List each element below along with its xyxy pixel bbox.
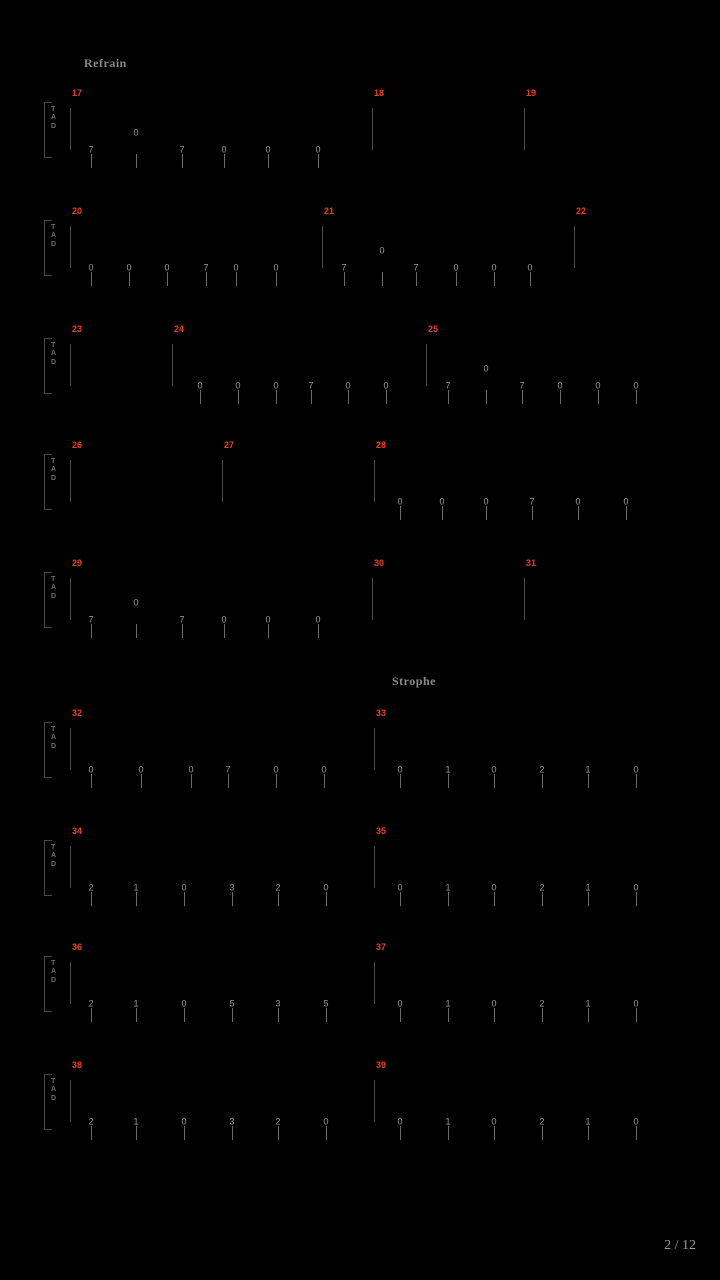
tab-clef-letter: A <box>51 350 57 358</box>
tab-clef-letter: T <box>51 106 56 113</box>
barline <box>70 728 71 770</box>
note-stem <box>400 774 401 788</box>
barline <box>374 728 375 770</box>
note-stem <box>141 774 142 788</box>
note-stem <box>91 892 92 906</box>
barline <box>172 344 173 386</box>
tab-clef <box>51 106 56 131</box>
tab-clef-letter: T <box>51 576 56 583</box>
note-stem <box>232 1008 233 1022</box>
tab-clef-letter: D <box>51 1094 57 1102</box>
barline <box>372 108 373 150</box>
tab-system <box>36 940 682 1010</box>
tab-note: 0 <box>397 882 403 893</box>
tab-note: 2 <box>88 1116 94 1127</box>
tab-note: 0 <box>491 882 497 893</box>
tab-note: 7 <box>529 496 535 507</box>
tab-clef <box>51 1078 56 1103</box>
note-stem <box>268 624 269 638</box>
tab-note: 5 <box>323 998 329 1009</box>
note-stem <box>348 390 349 404</box>
tab-clef-letter: D <box>51 860 57 868</box>
tab-note: 0 <box>126 262 132 273</box>
tab-note: 0 <box>383 380 389 391</box>
tab-system <box>36 204 682 274</box>
note-stem <box>542 774 543 788</box>
note-stem <box>560 390 561 404</box>
note-stem <box>91 624 92 638</box>
measure-number: 35 <box>376 826 387 836</box>
tab-note: 2 <box>539 882 545 893</box>
tab-clef-letter: D <box>51 358 57 366</box>
tab-note: 0 <box>633 998 639 1009</box>
tab-note: 0 <box>483 496 489 507</box>
barline <box>70 226 71 268</box>
tab-note: 0 <box>323 1116 329 1127</box>
tab-clef <box>51 224 56 249</box>
note-stem <box>400 892 401 906</box>
tab-note: 0 <box>323 882 329 893</box>
measure-number: 30 <box>374 558 385 568</box>
note-stem <box>136 892 137 906</box>
note-stem <box>636 1126 637 1140</box>
tab-clef-letter: A <box>51 852 57 860</box>
measure-number: 39 <box>376 1060 387 1070</box>
tab-note: 0 <box>379 245 385 256</box>
note-stem <box>238 390 239 404</box>
barline <box>70 578 71 620</box>
note-stem <box>184 1008 185 1022</box>
note-stem <box>276 774 277 788</box>
tab-note: 2 <box>539 998 545 1009</box>
barline <box>70 460 71 502</box>
measure-number: 24 <box>174 324 185 334</box>
tab-note: 0 <box>88 764 94 775</box>
note-stem <box>542 1008 543 1022</box>
note-stem <box>542 892 543 906</box>
tab-note: 0 <box>273 764 279 775</box>
note-stem <box>91 774 92 788</box>
tab-clef-letter: D <box>51 976 57 984</box>
note-stem <box>578 506 579 520</box>
tab-note: 0 <box>397 998 403 1009</box>
tab-note: 0 <box>133 127 139 138</box>
measure-number: 20 <box>72 206 83 216</box>
barline <box>374 962 375 1004</box>
note-stem <box>206 272 207 286</box>
measure-number: 26 <box>72 440 83 450</box>
tab-note: 0 <box>397 764 403 775</box>
measure-number: 31 <box>526 558 537 568</box>
note-stem <box>136 1126 137 1140</box>
note-stem <box>91 272 92 286</box>
tab-note: 2 <box>88 882 94 893</box>
tab-note: 7 <box>203 262 209 273</box>
tab-clef <box>51 458 56 483</box>
note-stem <box>136 1008 137 1022</box>
tab-note: 2 <box>539 1116 545 1127</box>
tab-note: 0 <box>491 998 497 1009</box>
tab-note: 0 <box>633 1116 639 1127</box>
barline <box>574 226 575 268</box>
note-stem <box>416 272 417 286</box>
note-stem <box>588 1126 589 1140</box>
measure-number: 33 <box>376 708 387 718</box>
note-stem <box>184 892 185 906</box>
note-stem <box>448 1126 449 1140</box>
barline <box>322 226 323 268</box>
measure-number: 17 <box>72 88 83 98</box>
tab-clef-letter: A <box>51 1086 57 1094</box>
note-stem <box>626 506 627 520</box>
tab-note: 0 <box>321 764 327 775</box>
note-stem <box>542 1126 543 1140</box>
tab-note: 0 <box>315 144 321 155</box>
note-stem <box>448 892 449 906</box>
tab-clef <box>51 342 56 367</box>
note-stem <box>268 154 269 168</box>
tab-note: 0 <box>633 380 639 391</box>
note-stem <box>232 892 233 906</box>
note-stem <box>182 624 183 638</box>
note-stem <box>530 272 531 286</box>
tab-note: 0 <box>575 496 581 507</box>
barline <box>374 460 375 502</box>
tab-note: 3 <box>229 882 235 893</box>
tab-note: 0 <box>138 764 144 775</box>
tab-system <box>36 824 682 894</box>
tab-note: 5 <box>229 998 235 1009</box>
measure-number: 18 <box>374 88 385 98</box>
note-stem <box>636 892 637 906</box>
tab-note: 7 <box>519 380 525 391</box>
measure-number: 21 <box>324 206 335 216</box>
tab-note: 0 <box>527 262 533 273</box>
page-number: 2 / 12 <box>664 1238 696 1253</box>
barline <box>70 846 71 888</box>
tab-note: 1 <box>133 998 139 1009</box>
tab-clef-letter: T <box>51 458 56 465</box>
note-stem <box>588 1008 589 1022</box>
tab-system <box>36 86 682 156</box>
note-stem <box>278 1126 279 1140</box>
measure-number: 37 <box>376 942 387 952</box>
barline <box>70 108 71 150</box>
note-stem <box>200 390 201 404</box>
measure-number: 38 <box>72 1060 83 1070</box>
tab-note: 1 <box>445 764 451 775</box>
tab-clef-letter: A <box>51 584 57 592</box>
note-stem <box>636 1008 637 1022</box>
tab-note: 0 <box>483 363 489 374</box>
tab-note: 7 <box>308 380 314 391</box>
note-stem <box>400 1008 401 1022</box>
tab-note: 0 <box>235 380 241 391</box>
note-stem <box>400 1126 401 1140</box>
note-stem <box>91 1008 92 1022</box>
tab-note: 3 <box>275 998 281 1009</box>
tab-system <box>36 706 682 776</box>
note-stem <box>326 1008 327 1022</box>
tab-clef <box>51 726 56 751</box>
note-stem <box>167 272 168 286</box>
tab-note: 1 <box>585 998 591 1009</box>
tab-note: 7 <box>88 144 94 155</box>
note-stem <box>318 154 319 168</box>
tab-note: 1 <box>445 1116 451 1127</box>
note-stem <box>311 390 312 404</box>
tab-note: 1 <box>133 882 139 893</box>
barline <box>426 344 427 386</box>
note-stem <box>278 1008 279 1022</box>
barline <box>70 962 71 1004</box>
note-stem <box>636 774 637 788</box>
tab-clef-letter: D <box>51 742 57 750</box>
tab-note: 0 <box>623 496 629 507</box>
note-stem <box>91 1126 92 1140</box>
tab-note: 0 <box>221 144 227 155</box>
tab-clef <box>51 576 56 601</box>
note-stem <box>224 624 225 638</box>
note-stem <box>382 272 383 286</box>
tab-note: 0 <box>397 496 403 507</box>
tab-note: 0 <box>181 1116 187 1127</box>
barline <box>222 460 223 502</box>
tab-note: 0 <box>265 614 271 625</box>
note-stem <box>191 774 192 788</box>
section-label: Refrain <box>84 56 127 70</box>
tab-note: 0 <box>273 262 279 273</box>
tab-note: 2 <box>539 764 545 775</box>
tab-note: 0 <box>181 998 187 1009</box>
tab-note: 7 <box>88 614 94 625</box>
tab-clef-letter: T <box>51 342 56 349</box>
tab-note: 0 <box>188 764 194 775</box>
tab-note: 0 <box>233 262 239 273</box>
barline <box>70 344 71 386</box>
tab-clef-letter: T <box>51 224 56 231</box>
note-stem <box>136 624 137 638</box>
measure-number: 27 <box>224 440 235 450</box>
measure-number: 29 <box>72 558 83 568</box>
note-stem <box>136 154 137 168</box>
note-stem <box>636 390 637 404</box>
tab-note: 0 <box>491 764 497 775</box>
barline <box>524 108 525 150</box>
measure-number: 36 <box>72 942 83 952</box>
measure-number: 32 <box>72 708 83 718</box>
tab-note: 7 <box>445 380 451 391</box>
tab-note: 0 <box>633 764 639 775</box>
note-stem <box>276 390 277 404</box>
tab-note: 7 <box>341 262 347 273</box>
barline <box>372 578 373 620</box>
tab-note: 0 <box>265 144 271 155</box>
barline <box>374 1080 375 1122</box>
tab-clef-letter: T <box>51 844 56 851</box>
tab-clef-letter: T <box>51 726 56 733</box>
note-stem <box>448 390 449 404</box>
barline <box>70 1080 71 1122</box>
tab-note: 2 <box>275 1116 281 1127</box>
note-stem <box>318 624 319 638</box>
note-stem <box>400 506 401 520</box>
note-stem <box>456 272 457 286</box>
tab-note: 7 <box>413 262 419 273</box>
tab-clef-letter: D <box>51 592 57 600</box>
tab-note: 0 <box>88 262 94 273</box>
tab-clef-letter: D <box>51 240 57 248</box>
note-stem <box>91 154 92 168</box>
note-stem <box>598 390 599 404</box>
section-label: Strophe <box>392 674 436 688</box>
note-stem <box>276 272 277 286</box>
tab-clef-letter: A <box>51 968 57 976</box>
note-stem <box>224 154 225 168</box>
tab-system <box>36 556 682 626</box>
measure-number: 28 <box>376 440 387 450</box>
tab-note: 0 <box>491 1116 497 1127</box>
tab-note: 0 <box>453 262 459 273</box>
tab-note: 0 <box>181 882 187 893</box>
note-stem <box>228 774 229 788</box>
tab-note: 0 <box>197 380 203 391</box>
note-stem <box>448 774 449 788</box>
tab-note: 0 <box>633 882 639 893</box>
note-stem <box>232 1126 233 1140</box>
tab-note: 1 <box>585 764 591 775</box>
note-stem <box>182 154 183 168</box>
tab-clef-letter: T <box>51 960 56 967</box>
tab-note: 0 <box>273 380 279 391</box>
tab-clef-letter: A <box>51 466 57 474</box>
note-stem <box>184 1126 185 1140</box>
note-stem <box>236 272 237 286</box>
measure-number: 19 <box>526 88 537 98</box>
tab-clef <box>51 844 56 869</box>
tab-note: 1 <box>445 882 451 893</box>
tab-clef-letter: A <box>51 114 57 122</box>
tab-note: 0 <box>491 262 497 273</box>
tab-note: 0 <box>595 380 601 391</box>
note-stem <box>344 272 345 286</box>
tab-note: 0 <box>439 496 445 507</box>
tab-note: 7 <box>225 764 231 775</box>
note-stem <box>494 272 495 286</box>
tab-clef-letter: A <box>51 232 57 240</box>
note-stem <box>448 1008 449 1022</box>
tab-note: 7 <box>179 144 185 155</box>
note-stem <box>532 506 533 520</box>
note-stem <box>326 892 327 906</box>
note-stem <box>278 892 279 906</box>
barline <box>374 846 375 888</box>
note-stem <box>326 1126 327 1140</box>
note-stem <box>129 272 130 286</box>
note-stem <box>588 774 589 788</box>
tab-note: 0 <box>345 380 351 391</box>
barline <box>524 578 525 620</box>
note-stem <box>494 1008 495 1022</box>
tab-system <box>36 1058 682 1128</box>
note-stem <box>494 774 495 788</box>
tab-clef-letter: D <box>51 122 57 130</box>
measure-number: 22 <box>576 206 587 216</box>
note-stem <box>486 506 487 520</box>
tab-clef-letter: D <box>51 474 57 482</box>
tab-system <box>36 322 682 392</box>
tab-note: 1 <box>445 998 451 1009</box>
tab-note: 0 <box>164 262 170 273</box>
tab-clef-letter: A <box>51 734 57 742</box>
note-stem <box>386 390 387 404</box>
note-stem <box>494 1126 495 1140</box>
tab-note: 0 <box>315 614 321 625</box>
tab-note: 0 <box>221 614 227 625</box>
measure-number: 23 <box>72 324 83 334</box>
note-stem <box>442 506 443 520</box>
tab-clef <box>51 960 56 985</box>
note-stem <box>588 892 589 906</box>
tab-note: 0 <box>397 1116 403 1127</box>
tab-note: 1 <box>585 1116 591 1127</box>
tab-clef-letter: T <box>51 1078 56 1085</box>
tab-note: 3 <box>229 1116 235 1127</box>
tab-note: 1 <box>133 1116 139 1127</box>
tab-note: 0 <box>557 380 563 391</box>
tab-note: 1 <box>585 882 591 893</box>
measure-number: 25 <box>428 324 439 334</box>
tab-note: 0 <box>133 597 139 608</box>
tab-note: 7 <box>179 614 185 625</box>
tab-note: 2 <box>275 882 281 893</box>
tab-system <box>36 438 682 508</box>
note-stem <box>486 390 487 404</box>
measure-number: 34 <box>72 826 83 836</box>
note-stem <box>324 774 325 788</box>
note-stem <box>494 892 495 906</box>
note-stem <box>522 390 523 404</box>
tab-note: 2 <box>88 998 94 1009</box>
